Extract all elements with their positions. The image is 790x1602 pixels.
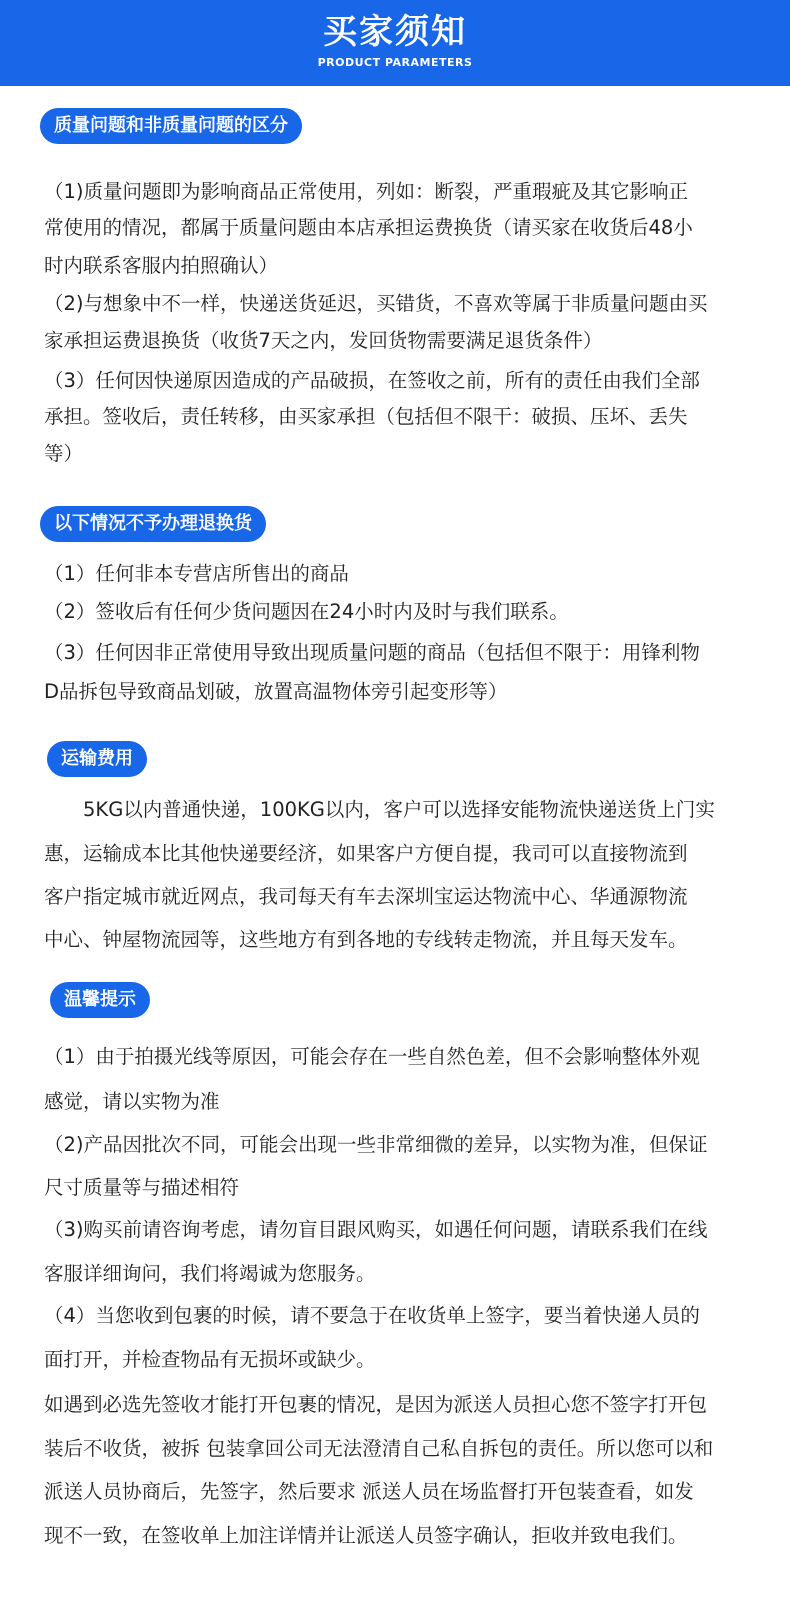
section-quality-line-3: 时内联系客服内拍照确认）: [44, 254, 279, 277]
section-tips-line-6: 客服详细询问，我们将竭诚为您服务。: [44, 1262, 376, 1285]
section-quality-line-7: 承担。签收后，责任转移，由买家承担（包括但不限干：破损、压坏、丢失: [44, 405, 688, 428]
section-quality-line-5: 家承担运费退换货（收货7天之内，发回货物需要满足退货条件）: [44, 329, 603, 352]
section-heading-tips: 温馨提示: [50, 982, 150, 1018]
section-tips-line-2: 感觉，请以实物为准: [44, 1090, 220, 1113]
section-quality-line-8: 等）: [44, 442, 84, 465]
section-no-return-line-4: D品拆包导致商品划破，放置高温物体旁引起变形等）: [44, 680, 508, 703]
section-tips-line-12: 现不一致，在签收单上加注详情并让派送人员签字确认，拒收并致电我们。: [44, 1524, 688, 1547]
section-no-return-line-2: （2）签收后有任何少货问题因在24小时内及时与我们联系。: [44, 600, 569, 623]
section-tips-line-5: （3)购买前请咨询考虑，请勿盲目跟风购买，如遇任何问题，请联系我们在线: [44, 1218, 708, 1241]
section-quality-line-2: 常使用的情况，都属于质量问题由本店承担运费换货（请买家在收货后48小: [44, 216, 693, 239]
section-shipping-line-4: 中心、钟屋物流园等，这些地方有到各地的专线转走物流，并且每天发车。: [44, 928, 688, 951]
section-tips-line-8: 面打开，并检查物品有无损坏或缺少。: [44, 1348, 376, 1371]
section-quality-line-1: （1)质量问题即为影响商品正常使用，列如：断裂，严重瑕疵及其它影响正: [44, 180, 689, 203]
section-quality-line-6: （3）任何因快递原因造成的产品破损，在签收之前，所有的责任由我们全部: [44, 369, 700, 392]
page-title: 买家须知: [323, 12, 467, 52]
section-tips-line-1: （1）由于拍摄光线等原因，可能会存在一些自然色差，但不会影响整体外观: [44, 1045, 700, 1068]
section-shipping-line-3: 客户指定城市就近网点，我司每天有车去深圳宝运达物流中心、华通源物流: [44, 885, 688, 908]
section-tips-line-11: 派送人员协商后，先签字，然后要求 派送人员在场监督打开包装查看，如发: [44, 1480, 694, 1503]
page-header: [0, 0, 790, 86]
section-shipping-line-2: 惠，运输成本比其他快递要经济，如果客户方便自提，我司可以直接物流到: [44, 842, 688, 865]
section-heading-quality-issues: 质量问题和非质量问题的区分: [40, 108, 302, 144]
section-tips-line-3: （2)产品因批次不同，可能会出现一些非常细微的差异，以实物为准，但保证: [44, 1133, 708, 1156]
section-shipping-line-1: 5KG以内普通快递，100KG以内，客户可以选择安能物流快递送货上门实: [44, 798, 715, 821]
section-quality-line-4: （2)与想象中不一样，快递送货延迟，买错货，不喜欢等属于非质量问题由买: [44, 292, 708, 315]
section-heading-no-return: 以下情况不予办理退换货: [40, 506, 266, 542]
section-no-return-line-3: （3）任何因非正常使用导致出现质量问题的商品（包括但不限于：用锋利物: [44, 641, 700, 664]
page-subtitle: PRODUCT PARAMETERS: [317, 56, 473, 69]
section-tips-line-9: 如遇到必选先签收才能打开包裹的情况，是因为派送人员担心您不签字打开包: [44, 1393, 708, 1416]
section-tips-line-10: 装后不收货，被拆 包装拿回公司无法澄清自己私自拆包的责任。所以您可以和: [44, 1437, 714, 1460]
section-tips-line-4: 尺寸质量等与描述相符: [44, 1176, 240, 1199]
section-no-return-line-1: （1）任何非本专营店所售出的商品: [44, 562, 349, 585]
section-heading-shipping: 运输费用: [47, 741, 147, 777]
section-tips-line-7: （4）当您收到包裹的时候，请不要急于在收货单上签字，要当着快递人员的: [44, 1304, 700, 1327]
